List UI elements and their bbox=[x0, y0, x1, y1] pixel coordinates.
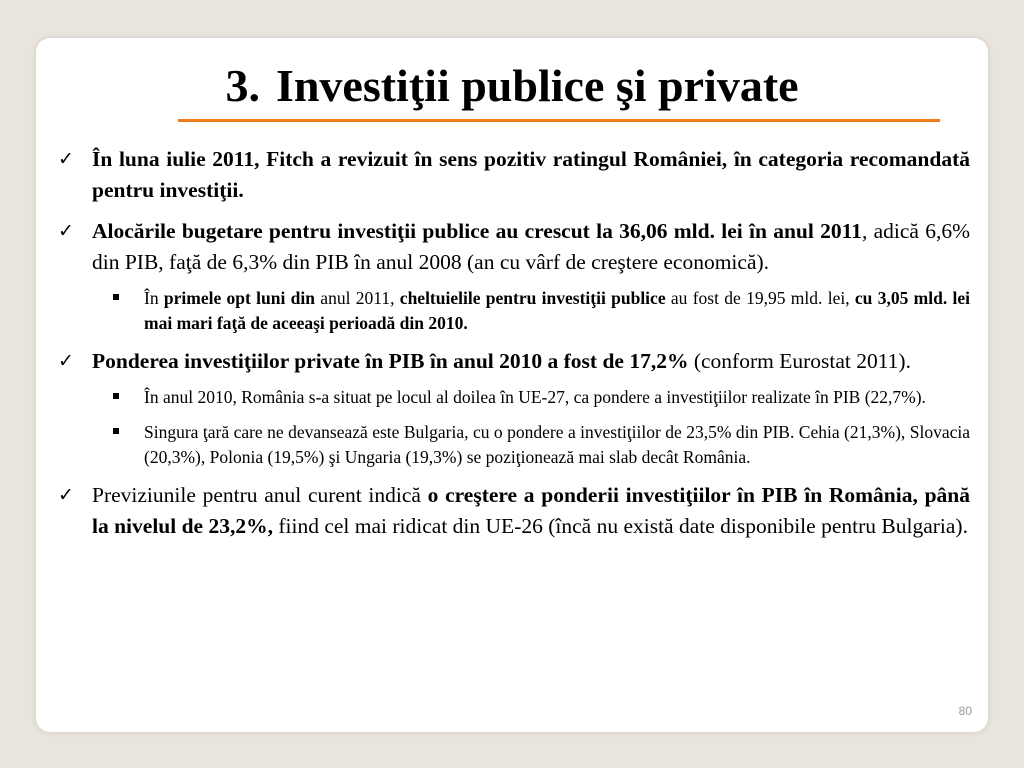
bullet-text-bold: o creştere a ponderii investiţiilor în PIB în România, până la nivelul de 23,2%, bbox=[92, 483, 970, 538]
sub-text: În anul 2010, România s-a situat pe locul al doilea în UE-27, ca pondere a investiţiilor realizate în PIB (22,7%). bbox=[144, 387, 926, 407]
bullet-text: (conform Eurostat 2011). bbox=[688, 349, 911, 373]
square-bullet-icon bbox=[113, 294, 119, 300]
sub-bullet-bulgaria bbox=[56, 420, 970, 470]
slide bbox=[36, 38, 988, 732]
title-number: 3. bbox=[225, 60, 260, 111]
bullet-text-bold: Ponderea investiţiilor private în PIB în anul 2010 a fost de 17,2% bbox=[92, 349, 689, 373]
sub-text-bold: cheltuielile pentru investiţii publice bbox=[399, 288, 666, 308]
bullet-text: fiind cel mai ridicat din UE-26 (încă nu există date disponibile pentru Bulgaria). bbox=[272, 514, 968, 538]
title-text: Investiţii publice şi private bbox=[275, 60, 799, 111]
sub-text: anul 2011, bbox=[315, 288, 400, 308]
bullet-public-investment bbox=[56, 216, 970, 278]
bullet-text-bold: Alocările bugetare pentru investiţii publice au crescut la 36,06 mld. lei în anul 2011 bbox=[92, 219, 862, 243]
sub-text: Singura ţară care ne devansează este Bulgaria, cu o pondere a investiţiilor de 23,5% din PIB. Cehia (21,3%), Slovacia (20,3%), Polonia (19,5%) şi Ungaria (19,3%) se poziţionează mai slab decât România. bbox=[144, 422, 970, 467]
bullet-forecast bbox=[56, 480, 970, 542]
sub-text-bold: cu 3,05 mld. lei mai mari faţă de aceeaşi perioadă din 2010. bbox=[144, 288, 971, 333]
check-mark-icon: ✓ bbox=[58, 350, 74, 372]
sub-text: au fost de 19,95 mld. lei, bbox=[665, 288, 855, 308]
bullet-fitch-rating bbox=[56, 144, 970, 206]
square-bullet-icon bbox=[113, 428, 119, 434]
slide-content bbox=[56, 144, 970, 550]
slide-title bbox=[36, 60, 988, 112]
bullet-text: , adică 6,6% din PIB, faţă de 6,3% din PIB în anul 2008 (an cu vârf de creştere economică). bbox=[92, 219, 970, 274]
sub-text-bold: primele opt luni din bbox=[163, 288, 315, 308]
page-number: 80 bbox=[958, 704, 972, 718]
sub-bullet-eight-months bbox=[56, 286, 970, 336]
sub-text: În bbox=[144, 288, 164, 308]
sub-bullet-romania-rank bbox=[56, 385, 970, 410]
check-mark-icon: ✓ bbox=[58, 484, 74, 506]
title-underline bbox=[178, 119, 940, 122]
bullet-text: Previziunile pentru anul curent indică bbox=[92, 483, 428, 507]
bullet-private-investment bbox=[56, 346, 970, 377]
check-mark-icon: ✓ bbox=[58, 148, 74, 170]
bullet-text: În luna iulie 2011, Fitch a revizuit în sens pozitiv ratingul României, în categoria recomandată pentru investiţii. bbox=[92, 147, 970, 202]
square-bullet-icon bbox=[113, 393, 119, 399]
check-mark-icon: ✓ bbox=[58, 220, 74, 242]
